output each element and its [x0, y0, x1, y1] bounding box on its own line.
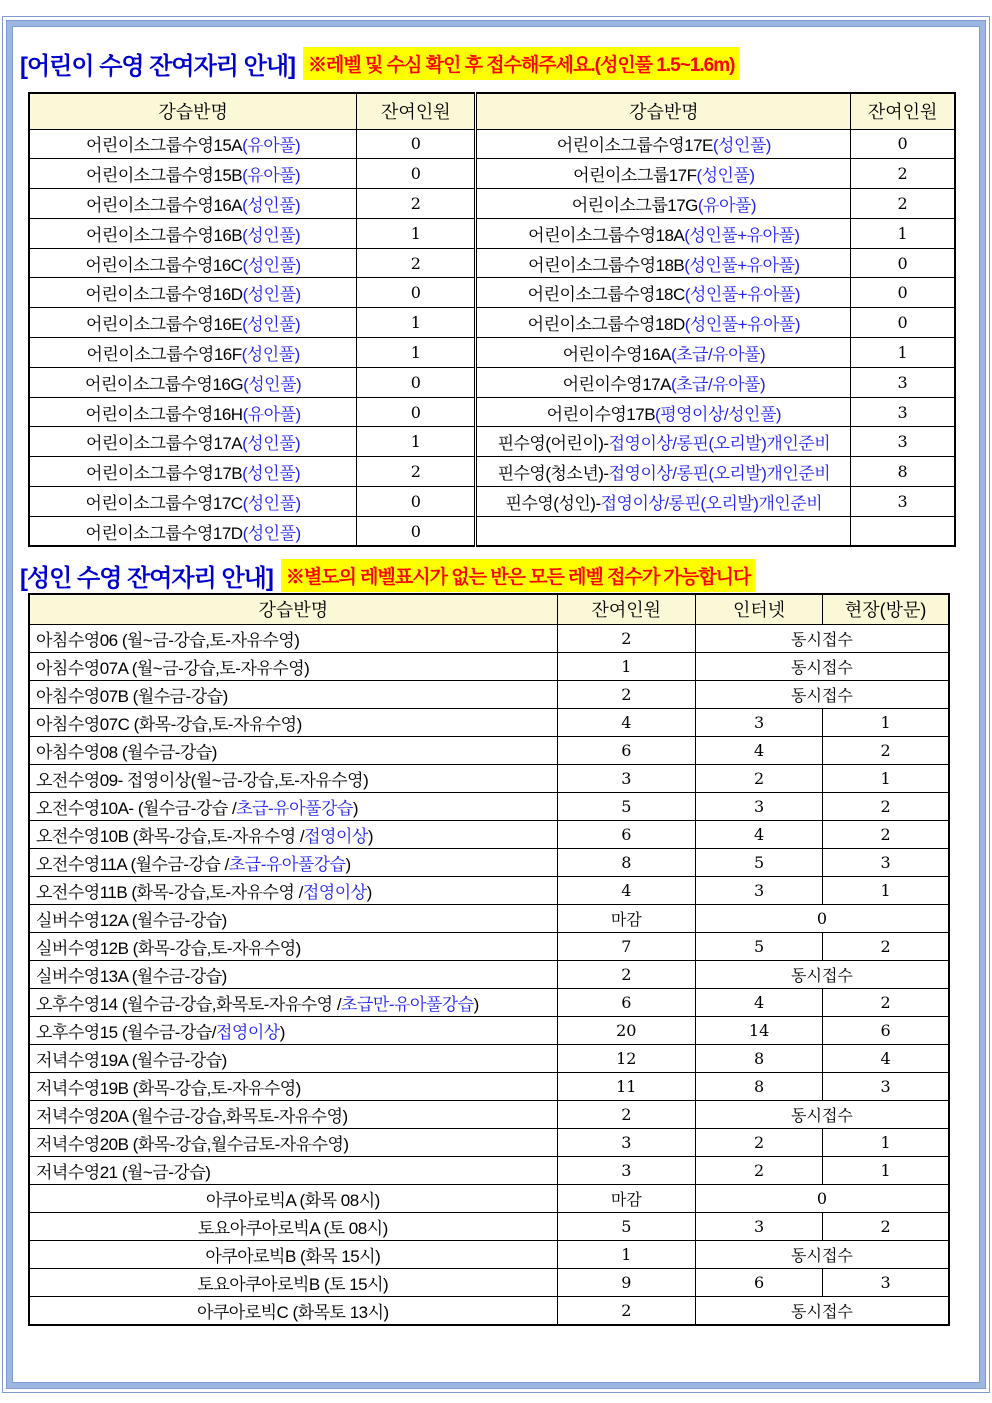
remaining-count-cell: 6 [557, 736, 695, 764]
class-level-text: (유아풀) [242, 404, 301, 424]
remaining-count-cell: 1 [851, 338, 955, 368]
class-level-text: (초급/유아풀) [670, 374, 766, 394]
class-name-text: 오전수영11A (월수금-강습 / [36, 854, 229, 874]
class-level-text: 초급-유아풀강습 [228, 854, 346, 874]
class-name-text: 어린이소그룹수영18D [527, 315, 685, 335]
registration-merged-cell: 동시접수 [695, 624, 949, 652]
class-name-text: 토요아쿠아로빅A (토 08시) [197, 1218, 388, 1238]
remaining-count-cell: 6 [557, 988, 695, 1016]
class-level-text: 접영이상 [302, 882, 367, 902]
class-name-cell [29, 1016, 557, 1044]
internet-count-cell: 4 [695, 820, 822, 848]
internet-count-cell: 5 [695, 848, 822, 876]
adult-table-header-row [29, 594, 949, 624]
class-name-text: 저녁수영20A (월수금-강습,화목토-자유수영) [36, 1106, 348, 1126]
class-name-text: 어린이수영17A [562, 374, 671, 394]
remaining-count-cell: 2 [357, 248, 476, 278]
children-table-row [29, 457, 955, 487]
class-name-cell [476, 189, 851, 219]
remaining-count-cell: 3 [557, 764, 695, 792]
adult-table-row [29, 1184, 949, 1212]
adult-table-row [29, 1268, 949, 1296]
onsite-count-cell: 3 [823, 848, 949, 876]
col-header-class-name: 강습반명 [29, 93, 357, 129]
class-name-cell [29, 848, 557, 876]
class-level-text: 접영이상/롱핀(오리발)개인준비 [600, 493, 823, 513]
remaining-count-cell: 2 [557, 680, 695, 708]
adult-table-row [29, 1100, 949, 1128]
adult-table-row [29, 792, 949, 820]
children-availability-table [28, 92, 956, 547]
remaining-count-cell: 3 [851, 397, 955, 427]
remaining-count-cell: 3 [851, 427, 955, 457]
class-name-cell [29, 1240, 557, 1268]
class-name-cell [29, 960, 557, 988]
children-section-header [20, 46, 739, 81]
onsite-count-cell: 6 [823, 1016, 949, 1044]
registration-merged-cell: 동시접수 [695, 1296, 949, 1325]
class-level-text: 접영이상/롱핀(오리발)개인준비 [608, 434, 831, 454]
class-name-cell [29, 1100, 557, 1128]
remaining-count-cell: 1 [851, 218, 955, 248]
class-name-cell [29, 624, 557, 652]
adult-table-row [29, 848, 949, 876]
class-name-cell [29, 516, 357, 546]
onsite-count-cell: 2 [823, 932, 949, 960]
class-name-text: 저녁수영20B (화목-강습,월수금토-자유수영) [36, 1134, 349, 1154]
class-name-text: 어린이소그룹수영16A [85, 195, 243, 215]
class-name-text: 어린이소그룹17F [573, 166, 697, 186]
children-table-row [29, 338, 955, 368]
remaining-count-cell: 1 [357, 338, 476, 368]
class-name-text: 핀수영(청소년)- [497, 464, 609, 484]
registration-merged-cell: 동시접수 [695, 960, 949, 988]
remaining-count-cell: 2 [557, 1296, 695, 1325]
class-name-text: 아침수영07A (월~금-강습,토-자유수영) [36, 658, 310, 678]
internet-count-cell: 3 [695, 792, 822, 820]
class-name-cell [29, 1156, 557, 1184]
remaining-count-cell: 2 [557, 1100, 695, 1128]
class-name-cell [29, 397, 357, 427]
class-name-text: 어린이소그룹수영17E [556, 136, 713, 156]
onsite-count-cell: 3 [823, 1268, 949, 1296]
remaining-count-cell: 0 [357, 129, 476, 159]
class-name-text: 오전수영09- 접영이상(월~금-강습,토-자유수영) [36, 770, 369, 790]
internet-count-cell: 6 [695, 1268, 822, 1296]
class-name-text: 핀수영(성인)- [505, 493, 601, 513]
registration-merged-cell: 동시접수 [695, 1100, 949, 1128]
children-table-row [29, 218, 955, 248]
adult-table-row [29, 652, 949, 680]
class-name-cell [476, 248, 851, 278]
class-name-cell [476, 457, 851, 487]
class-name-cell [29, 159, 357, 189]
class-name-text: 저녁수영19A (월수금-강습) [36, 1050, 227, 1070]
onsite-count-cell: 1 [823, 764, 949, 792]
remaining-count-cell: 4 [557, 708, 695, 736]
registration-merged-cell: 0 [695, 904, 949, 932]
class-name-cell [29, 708, 557, 736]
remaining-count-cell: 7 [557, 932, 695, 960]
remaining-count-cell: 0 [851, 129, 955, 159]
remaining-count-cell: 5 [557, 792, 695, 820]
internet-count-cell: 4 [695, 736, 822, 764]
class-name-cell [29, 308, 357, 338]
adult-availability-table [28, 593, 950, 1326]
class-name-text: 어린이소그룹수영18C [527, 285, 685, 305]
class-name-cell [29, 129, 357, 159]
class-name-cell [29, 764, 557, 792]
class-name-text: 실버수영12A (월수금-강습) [36, 910, 227, 930]
class-name-cell [476, 397, 851, 427]
adult-table-row [29, 1296, 949, 1325]
registration-merged-cell: 동시접수 [695, 1240, 949, 1268]
class-name-text: 오후수영15 (월수금-강습/ [36, 1022, 216, 1042]
children-table-row [29, 159, 955, 189]
col-header-class-name: 강습반명 [476, 93, 851, 129]
children-table-header [29, 93, 955, 129]
class-level-text: (성인풀) [712, 136, 771, 156]
class-name-text: 어린이수영16A [562, 344, 671, 364]
adult-table-row [29, 1016, 949, 1044]
remaining-count-cell: 2 [557, 624, 695, 652]
class-name-cell [476, 159, 851, 189]
class-name-text: 어린이수영17B [546, 404, 656, 424]
class-level-text: (유아풀) [242, 136, 301, 156]
class-name-text: 아쿠아로빅A (화목 08시) [205, 1190, 380, 1210]
class-name-cell [29, 820, 557, 848]
internet-count-cell: 2 [695, 1128, 822, 1156]
class-name-cell [29, 1296, 557, 1325]
children-table-row [29, 367, 955, 397]
remaining-count-cell: 6 [557, 820, 695, 848]
children-table-header-row [29, 93, 955, 129]
registration-merged-cell: 0 [695, 1184, 949, 1212]
remaining-count-cell [851, 516, 955, 546]
children-table-row [29, 516, 955, 546]
class-level-text: (유아풀) [242, 166, 301, 186]
class-name-text: 토요아쿠아로빅B (토 15시) [197, 1274, 389, 1294]
registration-merged-cell: 동시접수 [695, 680, 949, 708]
class-name-text: 아침수영06 (월~금-강습,토-자유수영) [36, 630, 300, 650]
class-name-cell [29, 338, 357, 368]
class-name-text: 어린이소그룹수영16C [85, 255, 243, 275]
class-name-cell [29, 1184, 557, 1212]
remaining-count-cell: 0 [357, 487, 476, 517]
onsite-count-cell: 1 [823, 1128, 949, 1156]
remaining-count-cell: 1 [557, 652, 695, 680]
class-name-text: ) [352, 798, 358, 818]
registration-merged-cell: 동시접수 [695, 652, 949, 680]
onsite-count-cell: 1 [823, 708, 949, 736]
class-name-cell [29, 1072, 557, 1100]
remaining-count-cell: 2 [357, 189, 476, 219]
adult-table-row [29, 1156, 949, 1184]
class-name-cell [476, 278, 851, 308]
remaining-count-cell: 20 [557, 1016, 695, 1044]
class-level-text: 초급-유아풀강습 [236, 798, 353, 818]
class-name-cell [29, 1128, 557, 1156]
class-name-text: 아침수영07B (월수금-강습) [36, 686, 228, 706]
class-level-text: (성인풀+유아풀) [684, 255, 800, 275]
internet-count-cell: 5 [695, 932, 822, 960]
children-table-row [29, 397, 955, 427]
adult-table-row [29, 1044, 949, 1072]
children-section-note: ※레벨 및 수심 확인 후 접수해주세요.(성인풀 1.5~1.6m) [303, 47, 739, 80]
adult-table-row [29, 1128, 949, 1156]
col-header-internet: 인터넷 [695, 594, 822, 624]
class-name-text: ) [367, 826, 373, 846]
class-name-text: 오후수영14 (월수금-강습,화목토-자유수영 / [36, 994, 342, 1014]
remaining-count-cell: 1 [357, 308, 476, 338]
class-name-cell [29, 1268, 557, 1296]
class-name-cell [29, 278, 357, 308]
class-name-cell [29, 189, 357, 219]
remaining-count-cell: 8 [557, 848, 695, 876]
class-name-text: ) [279, 1022, 285, 1042]
class-name-cell [29, 932, 557, 960]
class-name-cell [29, 457, 357, 487]
adult-table-row [29, 624, 949, 652]
class-name-cell [29, 792, 557, 820]
class-name-cell [29, 367, 357, 397]
class-name-text: 아쿠아로빅B (화목 15시) [205, 1246, 381, 1266]
class-name-text: 어린이소그룹수영16B [85, 225, 243, 245]
class-name-text: ) [366, 882, 372, 902]
class-name-cell [29, 248, 357, 278]
class-name-text: 저녁수영21 (월~금-강습) [36, 1162, 211, 1182]
class-name-text: 어린이소그룹수영16G [85, 374, 244, 394]
class-name-text: ) [473, 994, 479, 1014]
internet-count-cell: 14 [695, 1016, 822, 1044]
class-name-text: 어린이소그룹수영16F [86, 344, 242, 364]
class-name-text: 어린이소그룹수영15A [85, 136, 243, 156]
class-name-text: 어린이소그룹수영16D [85, 285, 243, 305]
class-level-text: (성인풀+유아풀) [684, 285, 801, 305]
adult-table-row [29, 736, 949, 764]
class-name-cell [476, 129, 851, 159]
onsite-count-cell: 1 [823, 1156, 949, 1184]
children-table-body [29, 129, 955, 546]
onsite-count-cell: 2 [823, 792, 949, 820]
class-name-text: 아침수영08 (월수금-강습) [36, 742, 217, 762]
remaining-count-cell: 0 [851, 248, 955, 278]
remaining-count-cell: 0 [851, 278, 955, 308]
col-header-remaining: 잔여인원 [557, 594, 695, 624]
remaining-count-cell: 0 [357, 397, 476, 427]
remaining-count-cell: 0 [357, 516, 476, 546]
children-table-row [29, 487, 955, 517]
class-name-text: 실버수영12B (화목-강습,토-자유수영) [36, 938, 301, 958]
col-header-class-name: 강습반명 [29, 594, 557, 624]
class-level-text: 접영이상 [215, 1022, 280, 1042]
internet-count-cell: 2 [695, 1156, 822, 1184]
adult-table-row [29, 708, 949, 736]
class-name-cell [29, 736, 557, 764]
remaining-count-cell: 8 [851, 457, 955, 487]
class-level-text: (성인풀) [242, 255, 301, 275]
remaining-count-cell: 마감 [557, 904, 695, 932]
class-level-text: (성인풀) [242, 434, 301, 454]
class-name-text: 어린이소그룹수영17C [85, 493, 243, 513]
onsite-count-cell: 1 [823, 876, 949, 904]
internet-count-cell: 3 [695, 708, 822, 736]
remaining-count-cell: 2 [851, 159, 955, 189]
class-name-text: 어린이소그룹수영18B [528, 255, 685, 275]
class-level-text: (성인풀) [243, 374, 302, 394]
remaining-count-cell: 3 [557, 1156, 695, 1184]
class-name-text: 핀수영(어린이)- [497, 434, 609, 454]
remaining-count-cell: 3 [851, 367, 955, 397]
col-header-remaining: 잔여인원 [851, 93, 955, 129]
adult-table-header [29, 594, 949, 624]
class-name-text: 아쿠아로빅C (화목토 13시) [196, 1302, 389, 1322]
adult-table-row [29, 820, 949, 848]
adult-section-header [20, 558, 755, 593]
onsite-count-cell: 2 [823, 736, 949, 764]
class-level-text: (성인풀) [242, 523, 301, 543]
class-level-text: 접영이상 [304, 826, 368, 846]
remaining-count-cell: 2 [557, 960, 695, 988]
class-name-cell [29, 904, 557, 932]
class-name-text: ) [345, 854, 351, 874]
class-level-text: (평영이상/성인풀) [655, 404, 782, 424]
onsite-count-cell: 2 [823, 820, 949, 848]
remaining-count-cell: 0 [357, 159, 476, 189]
internet-count-cell: 8 [695, 1072, 822, 1100]
children-table-row [29, 248, 955, 278]
onsite-count-cell: 3 [823, 1072, 949, 1100]
class-level-text: (성인풀) [242, 195, 301, 215]
class-name-text: 어린이소그룹수영17B [85, 464, 243, 484]
remaining-count-cell: 3 [851, 487, 955, 517]
adult-table-body [29, 624, 949, 1325]
class-name-cell [29, 680, 557, 708]
internet-count-cell: 4 [695, 988, 822, 1016]
class-level-text: (성인풀) [242, 464, 301, 484]
class-name-cell [476, 218, 851, 248]
class-name-text: 오전수영10A- (월수금-강습 / [36, 798, 237, 818]
class-level-text: (성인풀+유아풀) [684, 225, 800, 245]
class-name-text: 어린이소그룹수영17D [85, 523, 243, 543]
class-level-text: 접영이상/롱핀(오리발)개인준비 [608, 464, 831, 484]
class-level-text: 초급만-유아풀강습 [341, 994, 474, 1014]
class-name-cell [29, 1044, 557, 1072]
adult-table-row [29, 988, 949, 1016]
remaining-count-cell: 1 [557, 1240, 695, 1268]
col-header-onsite: 현장(방문) [823, 594, 949, 624]
class-name-cell [29, 487, 357, 517]
internet-count-cell: 3 [695, 1212, 822, 1240]
class-name-text: 어린이소그룹수영16E [85, 315, 243, 335]
adult-section-title: [성인 수영 잔여자리 안내] [20, 565, 273, 592]
adult-table-row [29, 960, 949, 988]
remaining-count-cell: 9 [557, 1268, 695, 1296]
adult-table-row [29, 1240, 949, 1268]
remaining-count-cell: 마감 [557, 1184, 695, 1212]
adult-table-row [29, 680, 949, 708]
class-name-cell [476, 338, 851, 368]
adult-section-note: ※별도의 레벨표시가 없는 반은 모든 레벨 접수가 가능합니다 [281, 559, 755, 592]
class-name-cell [29, 652, 557, 680]
class-level-text: (성인풀) [241, 344, 300, 364]
class-name-text: 실버수영13A (월수금-강습) [36, 966, 227, 986]
remaining-count-cell: 0 [357, 278, 476, 308]
adult-table-row [29, 1072, 949, 1100]
class-name-cell [476, 427, 851, 457]
internet-count-cell: 2 [695, 764, 822, 792]
remaining-count-cell: 12 [557, 1044, 695, 1072]
adult-table-row [29, 764, 949, 792]
class-name-cell [29, 988, 557, 1016]
class-level-text: (성인풀) [242, 315, 301, 335]
onsite-count-cell: 4 [823, 1044, 949, 1072]
class-name-text: 오전수영10B (화목-강습,토-자유수영 / [36, 826, 305, 846]
remaining-count-cell: 1 [357, 218, 476, 248]
adult-table-row [29, 1212, 949, 1240]
class-name-text: 아침수영07C (화목-강습,토-자유수영) [36, 714, 302, 734]
class-level-text: (성인풀+유아풀) [684, 315, 801, 335]
remaining-count-cell: 5 [557, 1212, 695, 1240]
class-name-cell [476, 367, 851, 397]
remaining-count-cell: 3 [557, 1128, 695, 1156]
remaining-count-cell: 11 [557, 1072, 695, 1100]
onsite-count-cell: 2 [823, 1212, 949, 1240]
class-name-text: 어린이소그룹17G [571, 195, 698, 215]
internet-count-cell: 3 [695, 876, 822, 904]
remaining-count-cell: 1 [357, 427, 476, 457]
class-name-cell [29, 218, 357, 248]
onsite-count-cell: 2 [823, 988, 949, 1016]
class-name-cell [476, 487, 851, 517]
class-level-text: (초급/유아풀) [670, 344, 766, 364]
class-name-cell [29, 1212, 557, 1240]
class-name-cell [29, 427, 357, 457]
class-name-cell [29, 876, 557, 904]
remaining-count-cell: 0 [851, 308, 955, 338]
adult-table-row [29, 876, 949, 904]
class-name-cell [476, 516, 851, 546]
children-table-row [29, 427, 955, 457]
class-name-text: 저녁수영19B (화목-강습,토-자유수영) [36, 1078, 301, 1098]
class-name-text: 어린이소그룹수영15B [85, 166, 243, 186]
remaining-count-cell: 4 [557, 876, 695, 904]
class-name-text: 어린이소그룹수영17A [85, 434, 243, 454]
remaining-count-cell: 0 [357, 367, 476, 397]
children-section-title: [어린이 수영 잔여자리 안내] [20, 53, 296, 80]
class-name-cell [476, 308, 851, 338]
adult-table-row [29, 932, 949, 960]
children-table-row [29, 189, 955, 219]
class-level-text: (성인풀) [242, 225, 301, 245]
class-name-text: 어린이소그룹수영18A [528, 225, 685, 245]
class-name-text: 어린이소그룹수영16H [85, 404, 243, 424]
class-level-text: (성인풀) [696, 166, 755, 186]
children-table-row [29, 129, 955, 159]
class-level-text: (성인풀) [242, 285, 301, 305]
children-table-row [29, 308, 955, 338]
class-name-text: 오전수영11B (화목-강습,토-자유수영 / [36, 882, 303, 902]
class-level-text: (성인풀) [242, 493, 301, 513]
remaining-count-cell: 2 [851, 189, 955, 219]
remaining-count-cell: 2 [357, 457, 476, 487]
class-level-text: (유아풀) [697, 195, 756, 215]
adult-table-row [29, 904, 949, 932]
internet-count-cell: 8 [695, 1044, 822, 1072]
children-table-row [29, 278, 955, 308]
col-header-remaining: 잔여인원 [357, 93, 476, 129]
